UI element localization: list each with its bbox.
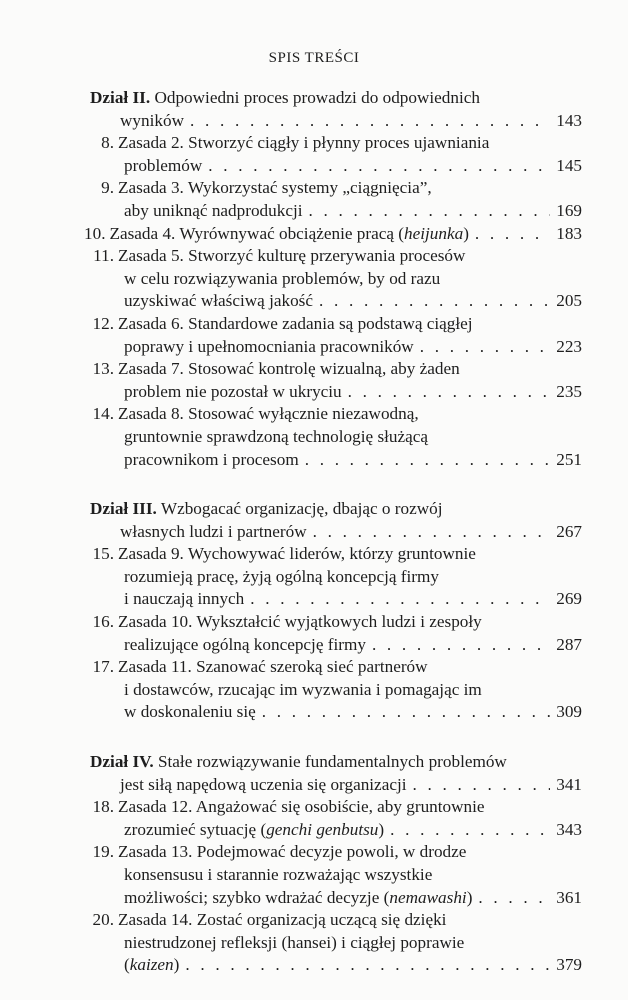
section-title: własnych ludzi i partnerów xyxy=(120,521,307,541)
page-number: 361 xyxy=(556,887,582,907)
leader-dots xyxy=(262,702,550,722)
entry-number: 11. xyxy=(93,246,114,266)
entry-text: Zasada 13. Podejmować decyzje powoli, w drodze xyxy=(118,842,467,862)
toc-line xyxy=(90,133,582,156)
toc-line xyxy=(90,544,582,567)
toc-line xyxy=(90,269,582,292)
entry-text: poprawy i upełnomocniania pracowników xyxy=(124,336,414,356)
toc-line xyxy=(90,657,582,680)
leader-dots xyxy=(309,201,551,221)
toc-line xyxy=(90,910,582,933)
toc-line xyxy=(90,567,582,590)
leader-dots xyxy=(208,156,550,176)
entry-text: ) xyxy=(378,819,385,839)
page-number: 183 xyxy=(556,223,582,243)
entry-number: 15. xyxy=(92,544,114,564)
toc-line xyxy=(90,178,582,201)
entry-text: Zasada 8. Stosować wyłącznie niezawodną, xyxy=(118,404,419,424)
page-number: 343 xyxy=(556,819,582,839)
entry-text: Zasada 11. Szanować szeroką sieć partnerów xyxy=(118,657,428,677)
toc-line xyxy=(90,201,582,224)
toc-line xyxy=(90,612,582,635)
leader-dots xyxy=(475,224,550,244)
page-number: 341 xyxy=(556,774,582,794)
toc-line xyxy=(90,314,582,337)
entry-text: i nauczają innych xyxy=(124,589,245,609)
leader-dots xyxy=(348,382,551,402)
toc-line xyxy=(90,680,582,703)
section-label: Dział III. xyxy=(90,499,157,519)
page-number: 269 xyxy=(556,589,582,609)
toc-line xyxy=(90,820,582,843)
leader-dots xyxy=(478,888,550,908)
page-number: 309 xyxy=(556,702,582,722)
entry-italic-term: nemawashi xyxy=(389,887,467,907)
entry-text: niestrudzonej refleksji (hansei) i ciągłej poprawie xyxy=(124,932,465,952)
toc-line xyxy=(90,888,582,911)
entry-text: ) xyxy=(463,223,469,243)
toc-line xyxy=(90,589,582,612)
entry-number: 14. xyxy=(92,404,114,424)
toc-line xyxy=(90,382,582,405)
leader-dots xyxy=(372,635,550,655)
running-head: SPIS TREŚCI xyxy=(268,50,360,66)
toc-line xyxy=(90,337,582,360)
toc-section xyxy=(90,499,582,725)
toc-line xyxy=(90,246,582,269)
toc-line xyxy=(90,427,582,450)
entry-number: 20. xyxy=(92,910,114,930)
toc-section xyxy=(90,752,582,978)
entry-text: pracownikom i procesom xyxy=(124,449,299,469)
page-number: 205 xyxy=(556,291,582,311)
toc-section xyxy=(84,88,582,472)
entry-text: Zasada 9. Wychowywać liderów, którzy gruntownie xyxy=(118,544,476,564)
entry-text: uzyskiwać właściwą jakość xyxy=(124,291,313,311)
section-title: Wzbogacać organizację, dbając o rozwój xyxy=(156,499,443,519)
leader-dots xyxy=(319,291,550,311)
entry-number: 18. xyxy=(92,797,114,817)
leader-dots xyxy=(413,775,551,795)
toc-line xyxy=(90,88,582,111)
entry-text: gruntownie sprawdzoną technologię służącą xyxy=(124,426,429,446)
toc-line xyxy=(90,359,582,382)
toc-line xyxy=(90,111,582,134)
entry-text: rozumieją pracę, żyją ogólną koncepcją firmy xyxy=(124,566,439,586)
toc-line xyxy=(90,775,582,798)
entry-italic-term: genchi genbutsu xyxy=(266,819,379,839)
entry-number: 12. xyxy=(92,313,114,333)
entry-text: Zasada 6. Standardowe zadania są podstawą ciągłej xyxy=(118,313,473,333)
entry-number: 13. xyxy=(92,359,114,379)
page-number: 287 xyxy=(556,634,582,654)
toc-line xyxy=(90,955,582,978)
toc-line xyxy=(90,933,582,956)
leader-dots xyxy=(420,337,550,357)
toc-line xyxy=(90,702,582,725)
toc-line xyxy=(90,752,582,775)
entry-number: 8. xyxy=(101,133,114,153)
entry-text: zrozumieć sytuację ( xyxy=(124,819,267,839)
page-number: 145 xyxy=(556,155,582,175)
entry-text: Zasada 12. Angażować się osobiście, aby gruntownie xyxy=(118,797,485,817)
entry-text: możliwości; szybko wdrażać decyzje ( xyxy=(124,887,390,907)
leader-dots xyxy=(190,111,550,131)
toc-line xyxy=(90,635,582,658)
section-title: wyników xyxy=(120,110,184,130)
toc-line xyxy=(90,865,582,888)
page-number: 223 xyxy=(556,336,582,356)
section-label: Dział IV. xyxy=(90,752,154,772)
leader-dots xyxy=(305,450,551,470)
entry-text: Zasada 2. Stworzyć ciągły i płynny proces ujawniania xyxy=(118,133,490,153)
leader-dots xyxy=(313,522,551,542)
page-number: 251 xyxy=(556,449,582,469)
entry-text: ( xyxy=(124,955,130,975)
entry-text: realizujące ogólną koncepcję firmy xyxy=(124,634,366,654)
toc-line xyxy=(90,797,582,820)
entry-text: aby uniknąć nadprodukcji xyxy=(124,200,303,220)
page-number: 235 xyxy=(556,381,582,401)
leader-dots xyxy=(390,820,550,840)
entry-text: Zasada 3. Wykorzystać systemy „ciągnięcia”, xyxy=(118,178,432,198)
entry-text: Zasada 14. Zostać organizacją uczącą się dzięki xyxy=(118,910,447,930)
entry-italic-term: kaizen xyxy=(129,955,174,975)
page-number: 379 xyxy=(556,955,582,975)
toc-line xyxy=(90,291,582,314)
section-title: Odpowiedni proces prowadzi do odpowiednich xyxy=(150,88,480,107)
entry-text: problem nie pozostał w ukryciu xyxy=(124,381,342,401)
entry-number: 10. xyxy=(84,223,106,243)
page-number: 267 xyxy=(556,521,582,541)
entry-text: problemów xyxy=(124,155,203,175)
leader-dots xyxy=(185,955,550,975)
table-of-contents xyxy=(84,88,582,978)
section-title: jest siłą napędową uczenia się organizacji xyxy=(120,774,407,794)
toc-line xyxy=(90,842,582,865)
entry-text: w celu rozwiązywania problemów, by od razu xyxy=(124,268,441,288)
toc-line xyxy=(84,223,582,247)
entry-text: konsensusu i starannie rozważając wszystkie xyxy=(124,865,433,884)
entry-text: Zasada 7. Stosować kontrolę wizualną, aby żaden xyxy=(118,359,460,379)
toc-line xyxy=(90,522,582,545)
entry-text: Zasada 4. Wyrównywać obciążenie pracą ( xyxy=(109,223,404,243)
entry-number: 16. xyxy=(92,612,114,632)
toc-line xyxy=(90,156,582,179)
entry-text: ) xyxy=(173,955,180,975)
entry-number: 17. xyxy=(92,657,114,677)
page-number: 169 xyxy=(556,200,582,220)
entry-text: w doskonaleniu się xyxy=(124,702,256,722)
entry-text: Zasada 5. Stworzyć kulturę przerywania procesów xyxy=(118,246,466,266)
section-title: Stałe rozwiązywanie fundamentalnych problemów xyxy=(153,752,507,772)
entry-number: 9. xyxy=(101,178,114,198)
entry-italic-term: heijunka xyxy=(404,223,464,243)
section-label: Dział II. xyxy=(90,88,151,107)
entry-number: 19. xyxy=(92,842,114,862)
toc-line xyxy=(90,499,582,522)
entry-text: ) xyxy=(466,887,473,907)
toc-line xyxy=(90,404,582,427)
page-number: 143 xyxy=(556,110,582,130)
entry-text: i dostawców, rzucając im wyzwania i pomagając im xyxy=(124,679,482,699)
toc-line xyxy=(90,450,582,473)
leader-dots xyxy=(250,589,550,609)
entry-text: Zasada 10. Wykształcić wyjątkowych ludzi i zespoły xyxy=(118,612,482,632)
